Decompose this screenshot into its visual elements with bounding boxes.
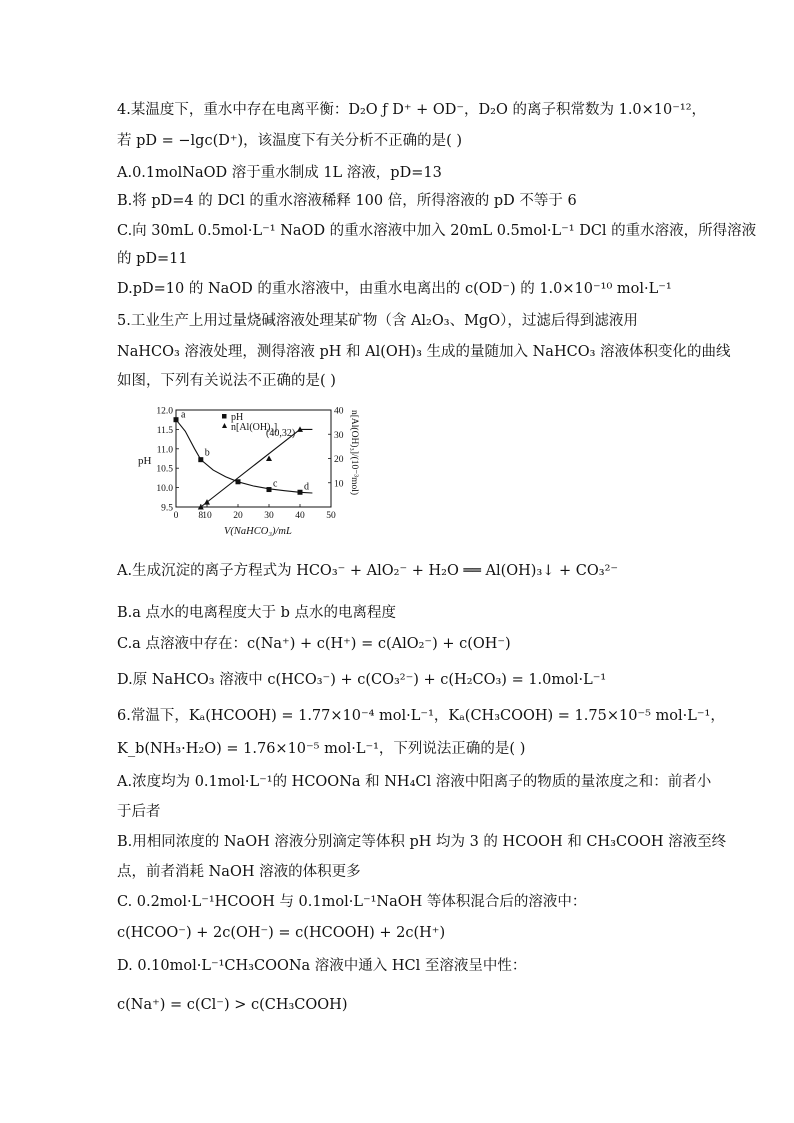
y-tick-label: 11.0 [156,445,173,456]
q5-option-b: B.a 点水的电离程度大于 b 点水的电离程度 [117,605,397,621]
y2-axis-ticks [328,407,344,490]
q4-stem-line-1: 4.某温度下，重水中存在电离平衡：D₂O ƒ D⁺ + OD⁻，D₂O 的离子积常数为 1.0×10⁻¹²， [117,102,707,118]
ph-point-label: d [304,481,309,493]
q6-option-d-line-1: D. 0.10mol·L⁻¹CH₃COONa 溶液中通入 HCl 至溶液呈中性： [117,958,527,974]
q5-option-c: C.a 点溶液中存在：c(Na⁺) + c(H⁺) = c(AlO₂⁻) + c(OH⁻) [117,636,511,652]
ph-point [174,417,179,422]
q6-option-a-line-1: A.浓度均为 0.1mol·L⁻¹的 HCOONa 和 NH₄Cl 溶液中阳离子的物质的量浓度之和：前者小 [117,774,712,790]
y2-tick-label: 10 [334,479,344,490]
legend-marker-ph [222,414,227,419]
ph-point [298,490,303,495]
q4-option-c-line-1: C.向 30mL 0.5mol·L⁻¹ NaOD 的重水溶液中加入 20mL 0.5mol·L⁻¹ DCl 的重水溶液，所得溶液 [117,223,757,239]
q4-option-a: A.0.1molNaOD 溶于重水制成 1L 溶液，pD=13 [117,165,442,181]
x-tick-label: 8 [198,511,204,521]
q6-stem-line-1: 6.常温下，Kₐ(HCOOH) = 1.77×10⁻⁴ mol·L⁻¹，Kₐ(CH₃COOH) = 1.75×10⁻⁵ mol·L⁻¹， [117,708,725,724]
y2-axis-label: n[Al(OH)₃]/(10⁻³mol) [349,410,359,496]
x-tick-label: 40 [295,511,305,521]
x-tick-label: 50 [326,511,336,521]
q5-option-d: D.原 NaHCO₃ 溶液中 c(HCO₃⁻) + c(CO₃²⁻) + c(H₂CO₃) = 1.0mol·L⁻¹ [117,672,607,688]
legend-label-aloh3: n[Al(OH)₃] [231,422,278,433]
x-axis-label: V(NaHCO₃)/mL [224,526,292,537]
ph-point [198,457,203,462]
y-tick-label: 10.0 [156,484,173,495]
y-tick-label: 11.5 [156,425,173,436]
ph-point-label: a [181,409,186,421]
q6-option-c-line-1: C. 0.2mol·L⁻¹HCOOH 与 0.1mol·L⁻¹NaOH 等体积混合后的溶液中： [117,894,587,910]
q4-stem-line-2: 若 pD = −lgc(D⁺)，该温度下有关分析不正确的是( ) [117,133,463,149]
q5-stem-line-1: 5.工业生产上用过量烧碱溶液处理某矿物（含 Al₂O₃、MgO），过滤后得到滤液用 [117,313,638,329]
q6-option-d-line-2: c(Na⁺) = c(Cl⁻) > c(CH₃COOH) [117,997,348,1013]
q5-option-a: A.生成沉淀的离子方程式为 HCO₃⁻ + AlO₂⁻ + H₂O ══ Al(OH)₃↓ + CO₃²⁻ [117,563,619,579]
y2-tick-label: 40 [334,406,344,417]
y-tick-label: 10.5 [156,464,173,475]
y-axis-label: pH [138,455,152,467]
q5-stem-line-2: NaHCO₃ 溶液处理，测得溶液 pH 和 Al(OH)₃ 生成的量随加入 NaHCO₃ 溶液体积变化的曲线 [117,344,731,360]
q6-option-b-line-2: 点，前者消耗 NaOH 溶液的体积更多 [117,864,361,880]
q4-option-b: B.将 pD=4 的 DCl 的重水溶液稀释 100 倍，所得溶液的 pD 不等于 6 [117,193,577,209]
x-tick-label: 20 [233,511,243,521]
q6-option-b-line-1: B.用相同浓度的 NaOH 溶液分别滴定等体积 pH 均为 3 的 HCOOH 和 CH₃COOH 溶液至终 [117,834,727,850]
q5-stem-line-3: 如图，下列有关说法不正确的是( ) [117,373,336,389]
point-annotation: (40,32) [266,428,296,439]
q4-option-d: D.pD=10 的 NaOD 的重水溶液中，由重水电离出的 c(OD⁻) 的 1.0×10⁻¹⁰ mol·L⁻¹ [117,281,672,297]
legend-label-ph: pH [231,412,244,423]
ph-point [236,479,241,484]
legend-marker-aloh3 [222,423,227,428]
aloh3-point [266,456,272,462]
q6-option-c-line-2: c(HCOO⁻) + 2c(OH⁻) = c(HCOOH) + 2c(H⁺) [117,925,446,941]
ph-point-label: b [204,447,210,459]
x-tick-label: 10 [202,511,212,521]
ph-point [267,487,272,492]
y-tick-label: 9.5 [161,503,173,514]
x-tick-label: 30 [264,511,274,521]
y2-tick-label: 20 [334,455,344,465]
ph-point-label: c [273,478,278,490]
q6-option-a-line-2: 于后者 [117,804,161,820]
ph-aloh3-chart [130,398,370,538]
y2-tick-label: 30 [334,430,344,441]
y-tick-label: 12.0 [156,406,173,417]
q4-option-c-line-2: 的 pD=11 [117,251,188,267]
x-tick-label: 0 [173,511,179,521]
aloh3-curve [201,429,313,507]
q6-stem-line-2: K_b(NH₃·H₂O) = 1.76×10⁻⁵ mol·L⁻¹，下列说法正确的是( ) [117,741,526,757]
